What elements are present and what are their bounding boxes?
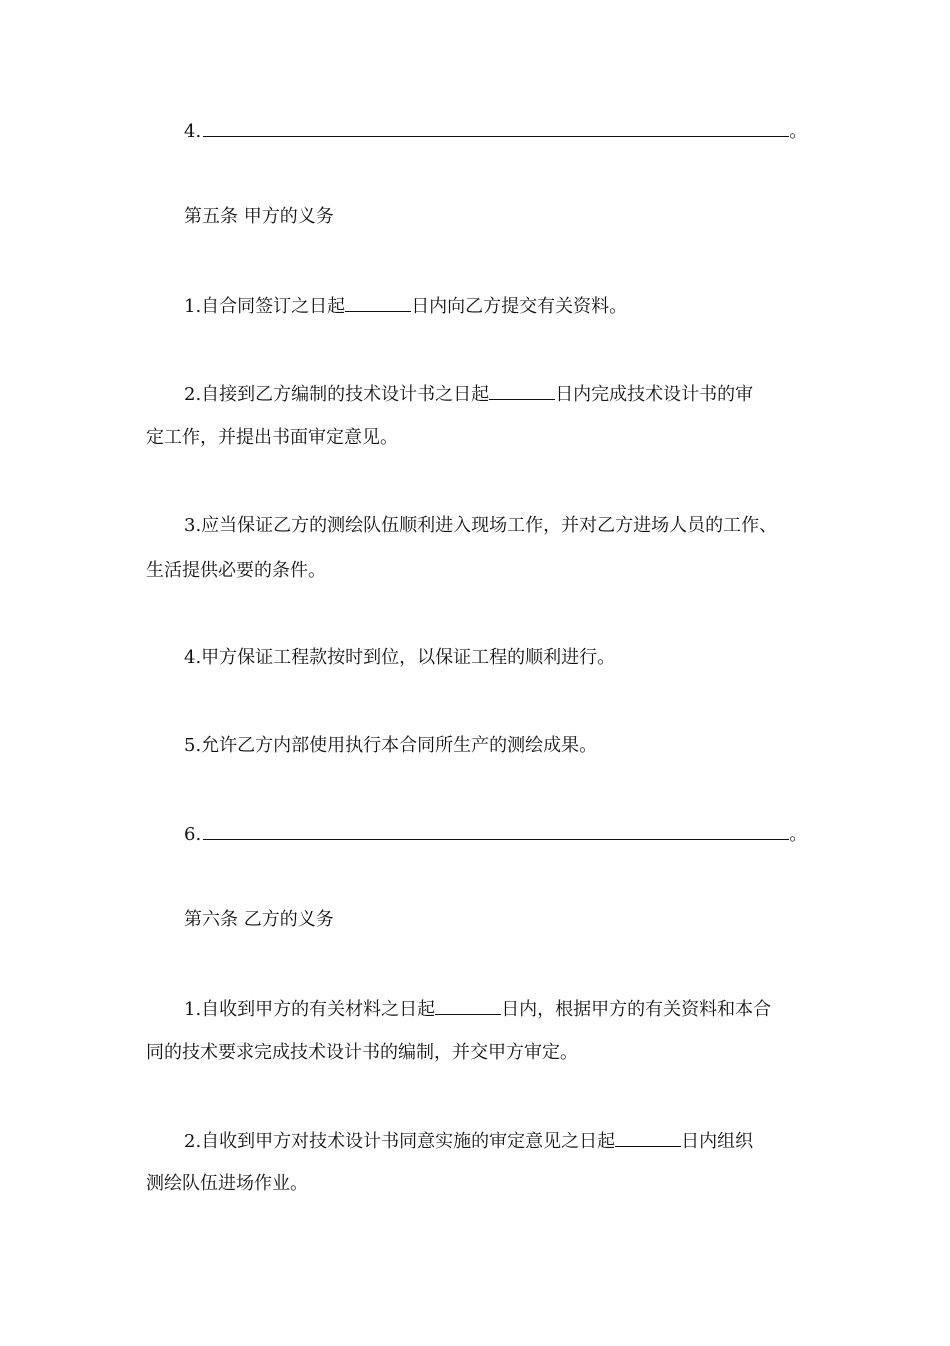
item-4-line: [184, 118, 806, 144]
fill-in-blank: [489, 381, 555, 400]
article-5-item-3: 3.应当保证乙方的测绘队伍顺利进入现场工作，并对乙方进场人员的工作、: [184, 515, 778, 536]
item-number: 6.: [184, 824, 202, 845]
text-segment: 2.自接到乙方编制的技术设计书之日起: [184, 384, 490, 405]
article-5-item-4: 4.甲方保证工程款按时到位，以保证工程的顺利进行。: [184, 647, 616, 668]
article-6-item-2-cont: 测绘队伍进场作业。: [146, 1173, 308, 1194]
article-5-item-1: [184, 293, 806, 319]
item-end: 。: [789, 824, 808, 845]
fill-in-blank: [203, 821, 789, 840]
text-segment: 2.自收到甲方对技术设计书同意实施的审定意见之日起: [184, 1131, 616, 1152]
text-segment: 1.自收到甲方的有关材料之日起: [184, 999, 436, 1020]
text-segment: 日内完成技术设计书的审: [555, 384, 754, 405]
article-5-heading: 第五条 甲方的义务: [184, 206, 334, 227]
article-6-item-2: [184, 1128, 806, 1154]
text-segment: 日内向乙方提交有关资料。: [411, 296, 628, 317]
text-segment: 1.自合同签订之日起: [184, 296, 346, 317]
article-5-item-3-cont: 生活提供必要的条件。: [146, 560, 326, 581]
article-5-item-2: [184, 381, 806, 407]
article-5-item-5: 5.允许乙方内部使用执行本合同所生产的测绘成果。: [184, 735, 598, 756]
text-segment: 日内，根据甲方的有关资料和本合: [501, 999, 772, 1020]
article-5-item-6: [184, 821, 806, 847]
fill-in-blank: [203, 118, 789, 137]
article-5-item-2-cont: 定工作，并提出书面审定意见。: [146, 427, 398, 448]
fill-in-blank: [615, 1128, 681, 1147]
item-number: 4.: [184, 121, 202, 142]
fill-in-blank: [435, 996, 501, 1015]
fill-in-blank: [345, 293, 411, 312]
item-end: 。: [789, 121, 808, 142]
text-segment: 日内组织: [681, 1131, 754, 1152]
article-6-heading: 第六条 乙方的义务: [184, 909, 334, 930]
article-6-item-1-cont: 同的技术要求完成技术设计书的编制，并交甲方审定。: [146, 1042, 578, 1063]
article-6-item-1: [184, 996, 806, 1022]
